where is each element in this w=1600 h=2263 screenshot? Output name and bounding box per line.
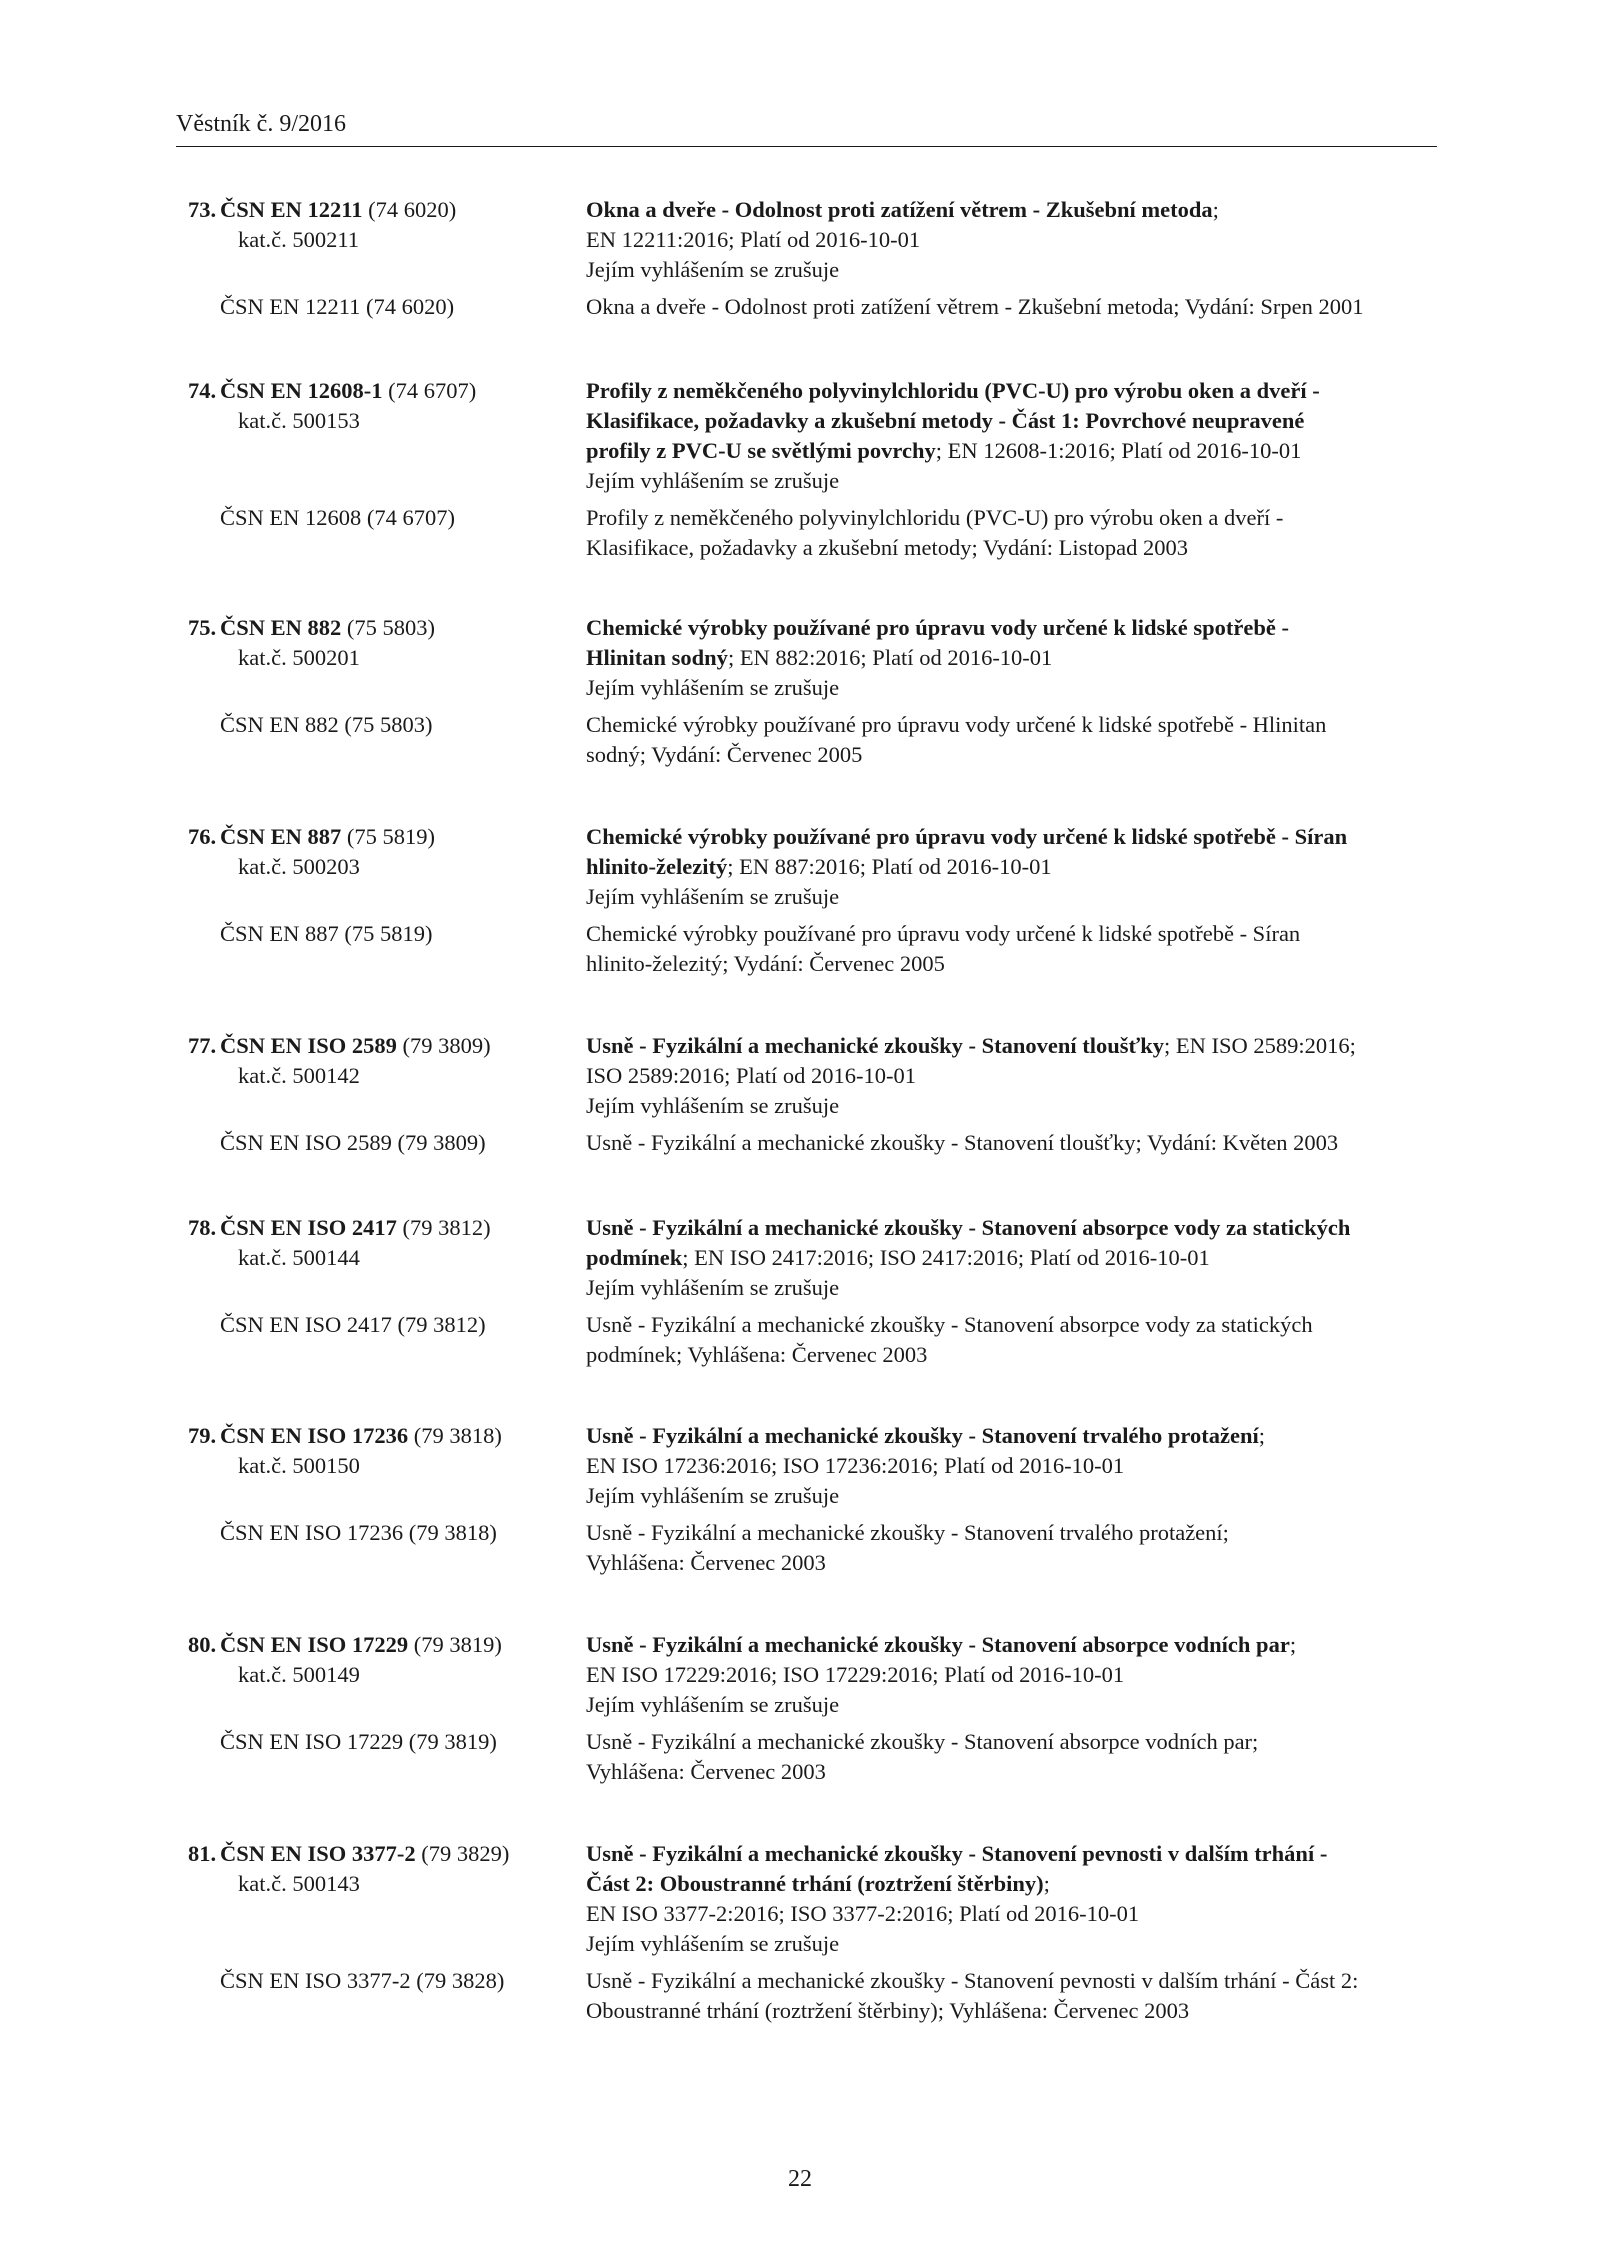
entry-row <box>0 1451 1600 1481</box>
title-plain-part: ; <box>1212 197 1219 222</box>
cancelled-standard <box>0 503 1600 563</box>
standard-entry <box>0 1213 1600 1370</box>
title-plain-part: ; EN 12608-1:2016; Platí od 2016-10-01 <box>935 438 1302 463</box>
entry-row <box>0 1839 1600 1869</box>
standard-code-id: ČSN EN 12211 <box>220 197 363 222</box>
header-divider <box>176 146 1437 147</box>
new-title-line <box>586 195 1446 225</box>
catalog-number: kat.č. 500201 <box>238 645 360 670</box>
new-title-line <box>586 643 1446 673</box>
entry-row <box>0 1899 1600 1929</box>
title-plain-part: ISO 2589:2016; Platí od 2016-10-01 <box>586 1063 916 1088</box>
entry-row <box>0 673 1600 703</box>
new-title-line <box>586 376 1446 406</box>
standard-code-id: ČSN EN ISO 3377-2 <box>220 1841 416 1866</box>
new-title-line <box>586 1031 1446 1061</box>
cancelled-code: ČSN EN ISO 3377-2 (79 3828) <box>220 1968 505 1993</box>
standard-code <box>220 1630 502 1660</box>
entry-row <box>0 376 1600 406</box>
cancel-note: Jejím vyhlášením se zrušuje <box>586 1275 840 1300</box>
entry-row <box>0 613 1600 643</box>
cancelled-title-line: Chemické výrobky používané pro úpravu vody určené k lidské spotřebě - Síran <box>586 921 1301 946</box>
new-title-line <box>586 1869 1446 1899</box>
catalog-number: kat.č. 500150 <box>238 1453 360 1478</box>
catalog-number: kat.č. 500211 <box>238 227 360 252</box>
entry-row <box>0 740 1600 770</box>
cancelled-code: ČSN EN 12211 (74 6020) <box>220 294 455 319</box>
entry-row <box>0 1630 1600 1660</box>
entry-row <box>0 1213 1600 1243</box>
standard-class-number: (79 3818) <box>408 1423 502 1448</box>
title-bold-part: Chemické výrobky používané pro úpravu vody určené k lidské spotřebě - <box>586 615 1289 640</box>
cancelled-code: ČSN EN 882 (75 5803) <box>220 712 433 737</box>
cancelled-code: ČSN EN 12608 (74 6707) <box>220 505 455 530</box>
standard-code <box>220 376 476 406</box>
standard-code-id: ČSN EN ISO 2589 <box>220 1033 397 1058</box>
title-plain-part: ; EN ISO 2589:2016; <box>1164 1033 1356 1058</box>
standard-code <box>220 1839 509 1869</box>
entry-number: 73. <box>188 197 217 222</box>
entry-row <box>0 1996 1600 2026</box>
title-bold-part: Usně - Fyzikální a mechanické zkoušky - Stanovení absorpce vodních par <box>586 1632 1290 1657</box>
standard-class-number: (75 5819) <box>341 824 436 849</box>
entry-row <box>0 1061 1600 1091</box>
cancelled-title-line: Oboustranné trhání (roztržení štěrbiny); Vyhlášena: Červenec 2003 <box>586 1998 1190 2023</box>
standard-code-id: ČSN EN ISO 17236 <box>220 1423 409 1448</box>
entry-number: 75. <box>188 615 217 640</box>
cancelled-code: ČSN EN ISO 2417 (79 3812) <box>220 1312 486 1337</box>
cancelled-title-line: hlinito-železitý; Vydání: Červenec 2005 <box>586 951 945 976</box>
title-bold-part: Usně - Fyzikální a mechanické zkoušky - Stanovení trvalého protažení <box>586 1423 1259 1448</box>
cancelled-standard <box>0 1518 1600 1578</box>
cancel-note: Jejím vyhlášením se zrušuje <box>586 1483 840 1508</box>
standard-code <box>220 1421 502 1451</box>
entry-row <box>0 292 1600 322</box>
cancelled-title-line: Usně - Fyzikální a mechanické zkoušky - Stanovení absorpce vody za statických <box>586 1312 1313 1337</box>
entry-row <box>0 1273 1600 1303</box>
cancel-note: Jejím vyhlášením se zrušuje <box>586 257 840 282</box>
entry-row <box>0 822 1600 852</box>
title-bold-part: profily z PVC-U se světlými povrchy <box>586 438 936 463</box>
standard-code <box>220 613 435 643</box>
cancelled-title-line: Profily z neměkčeného polyvinylchloridu (PVC-U) pro výrobu oken a dveří - <box>586 505 1284 530</box>
standard-entry <box>0 1630 1600 1787</box>
cancelled-title-line: Usně - Fyzikální a mechanické zkoušky - Stanovení tloušťky; Vydání: Květen 2003 <box>586 1130 1339 1155</box>
new-title-line <box>586 1660 1446 1690</box>
entry-row <box>0 503 1600 533</box>
entry-row <box>0 710 1600 740</box>
standard-code-id: ČSN EN 12608-1 <box>220 378 383 403</box>
title-bold-part: Usně - Fyzikální a mechanické zkoušky - Stanovení absorpce vody za statických <box>586 1215 1351 1240</box>
title-bold-part: Hlinitan sodný <box>586 645 728 670</box>
title-plain-part: ; <box>1289 1632 1297 1657</box>
standard-code-id: ČSN EN 887 <box>220 824 342 849</box>
cancelled-standard <box>0 710 1600 770</box>
cancelled-code: ČSN EN 887 (75 5819) <box>220 921 433 946</box>
standard-class-number: (74 6020) <box>362 197 457 222</box>
title-plain-part: ; <box>1258 1423 1265 1448</box>
cancelled-title-line: Klasifikace, požadavky a zkušební metody; Vydání: Listopad 2003 <box>586 535 1188 560</box>
cancelled-title-line: sodný; Vydání: Červenec 2005 <box>586 742 863 767</box>
new-title-line <box>586 822 1446 852</box>
standard-class-number: (79 3819) <box>408 1632 502 1657</box>
entry-row <box>0 1929 1600 1959</box>
cancelled-standard <box>0 292 1600 322</box>
title-bold-part: podmínek <box>586 1245 683 1270</box>
standard-entry <box>0 613 1600 770</box>
cancelled-standard <box>0 1310 1600 1370</box>
entry-number: 76. <box>188 824 217 849</box>
cancelled-standard <box>0 919 1600 979</box>
new-title-line <box>586 1451 1446 1481</box>
entry-row <box>0 1757 1600 1787</box>
entry-number: 74. <box>188 378 217 403</box>
cancelled-standard <box>0 1128 1600 1158</box>
entry-number: 77. <box>188 1033 217 1058</box>
cancelled-code: ČSN EN ISO 17236 (79 3818) <box>220 1520 497 1545</box>
title-bold-part: Usně - Fyzikální a mechanické zkoušky - Stanovení tloušťky <box>586 1033 1165 1058</box>
cancel-note: Jejím vyhlášením se zrušuje <box>586 1093 840 1118</box>
standard-code-id: ČSN EN ISO 17229 <box>220 1632 409 1657</box>
entry-row <box>0 533 1600 563</box>
entry-number: 79. <box>188 1423 217 1448</box>
entry-row <box>0 195 1600 225</box>
entry-row <box>0 1481 1600 1511</box>
cancelled-title-line: podmínek; Vyhlášena: Červenec 2003 <box>586 1342 928 1367</box>
cancelled-title-line: Vyhlášena: Červenec 2003 <box>586 1550 826 1575</box>
entry-row <box>0 1340 1600 1370</box>
entry-row <box>0 919 1600 949</box>
entry-row <box>0 225 1600 255</box>
entry-row <box>0 406 1600 436</box>
entry-row <box>0 1518 1600 1548</box>
entry-number: 78. <box>188 1215 217 1240</box>
entry-row <box>0 643 1600 673</box>
title-bold-part: Okna a dveře - Odolnost proti zatížení větrem - Zkušební metoda <box>586 197 1213 222</box>
catalog-number: kat.č. 500153 <box>238 408 360 433</box>
page-header: Věstník č. 9/2016 <box>176 111 346 137</box>
entry-row <box>0 466 1600 496</box>
standard-entry <box>0 1421 1600 1578</box>
entry-row <box>0 255 1600 285</box>
entry-number: 81. <box>188 1841 217 1866</box>
cancelled-title-line: Usně - Fyzikální a mechanické zkoušky - Stanovení trvalého protažení; <box>586 1520 1229 1545</box>
standard-class-number: (79 3809) <box>396 1033 491 1058</box>
entry-row <box>0 949 1600 979</box>
cancelled-title-line: Okna a dveře - Odolnost proti zatížení větrem - Zkušební metoda; Vydání: Srpen 2001 <box>586 294 1364 319</box>
cancelled-standard <box>0 1727 1600 1787</box>
entry-row <box>0 1660 1600 1690</box>
catalog-number: kat.č. 500144 <box>238 1245 360 1270</box>
cancel-note: Jejím vyhlášením se zrušuje <box>586 884 840 909</box>
catalog-number: kat.č. 500149 <box>238 1662 360 1687</box>
title-bold-part: Klasifikace, požadavky a zkušební metody - Část 1: Povrchové neupravené <box>586 408 1305 433</box>
standard-class-number: (79 3812) <box>396 1215 491 1240</box>
standard-class-number: (74 6707) <box>382 378 477 403</box>
new-title-line <box>586 1213 1446 1243</box>
entry-row <box>0 1421 1600 1451</box>
catalog-number: kat.č. 500203 <box>238 854 360 879</box>
cancel-note: Jejím vyhlášením se zrušuje <box>586 675 840 700</box>
title-plain-part: ; <box>1043 1871 1050 1896</box>
cancel-note: Jejím vyhlášením se zrušuje <box>586 1931 840 1956</box>
entry-row <box>0 1727 1600 1757</box>
title-bold-part: Profily z neměkčeného polyvinylchloridu (PVC-U) pro výrobu oken a dveří - <box>586 378 1320 403</box>
new-title-line <box>586 1630 1446 1660</box>
new-title-line <box>586 406 1446 436</box>
title-plain-part: ; EN 882:2016; Platí od 2016-10-01 <box>727 645 1053 670</box>
cancelled-title-line: Usně - Fyzikální a mechanické zkoušky - Stanovení pevnosti v dalším trhání - Část 2: <box>586 1968 1359 1993</box>
entry-row <box>0 852 1600 882</box>
entry-row <box>0 1310 1600 1340</box>
title-bold-part: Usně - Fyzikální a mechanické zkoušky - Stanovení pevnosti v dalším trhání - <box>586 1841 1328 1866</box>
catalog-number: kat.č. 500143 <box>238 1871 360 1896</box>
title-plain-part: EN 12211:2016; Platí od 2016-10-01 <box>586 227 921 252</box>
new-title-line <box>586 436 1446 466</box>
entry-row <box>0 1869 1600 1899</box>
new-title-line <box>586 1243 1446 1273</box>
standard-entry <box>0 822 1600 979</box>
standard-entry <box>0 195 1600 322</box>
title-plain-part: EN ISO 3377-2:2016; ISO 3377-2:2016; Platí od 2016-10-01 <box>586 1901 1140 1926</box>
standard-code-id: ČSN EN ISO 2417 <box>220 1215 397 1240</box>
standard-code <box>220 822 435 852</box>
entry-row <box>0 1690 1600 1720</box>
entry-row <box>0 1966 1600 1996</box>
new-title-line <box>586 1899 1446 1929</box>
cancelled-standard <box>0 1966 1600 2026</box>
entry-number: 80. <box>188 1632 217 1657</box>
cancelled-title-line: Chemické výrobky používané pro úpravu vody určené k lidské spotřebě - Hlinitan <box>586 712 1327 737</box>
standard-entry <box>0 1839 1600 2026</box>
new-title-line <box>586 1839 1446 1869</box>
standard-entry <box>0 376 1600 563</box>
standard-class-number: (75 5803) <box>341 615 436 640</box>
standard-code <box>220 1213 491 1243</box>
standard-class-number: (79 3829) <box>415 1841 510 1866</box>
cancelled-title-line: Usně - Fyzikální a mechanické zkoušky - Stanovení absorpce vodních par; <box>586 1729 1259 1754</box>
entry-row <box>0 1031 1600 1061</box>
cancelled-code: ČSN EN ISO 2589 (79 3809) <box>220 1130 486 1155</box>
new-title-line <box>586 613 1446 643</box>
catalog-number: kat.č. 500142 <box>238 1063 360 1088</box>
title-bold-part: hlinito-železitý <box>586 854 728 879</box>
cancelled-code: ČSN EN ISO 17229 (79 3819) <box>220 1729 497 1754</box>
standard-code <box>220 1031 491 1061</box>
standard-entry <box>0 1031 1600 1158</box>
title-bold-part: Chemické výrobky používané pro úpravu vody určené k lidské spotřebě - Síran <box>586 824 1348 849</box>
new-title-line <box>586 1421 1446 1451</box>
standard-code <box>220 195 456 225</box>
title-bold-part: Část 2: Oboustranné trhání (roztržení štěrbiny) <box>586 1871 1044 1896</box>
cancelled-title-line: Vyhlášena: Červenec 2003 <box>586 1759 826 1784</box>
new-title-line <box>586 225 1446 255</box>
entry-row <box>0 1548 1600 1578</box>
title-plain-part: ; EN ISO 2417:2016; ISO 2417:2016; Platí od 2016-10-01 <box>682 1245 1210 1270</box>
entry-row <box>0 1091 1600 1121</box>
cancel-note: Jejím vyhlášením se zrušuje <box>586 1692 840 1717</box>
title-plain-part: EN ISO 17236:2016; ISO 17236:2016; Platí od 2016-10-01 <box>586 1453 1125 1478</box>
new-title-line <box>586 1061 1446 1091</box>
cancel-note: Jejím vyhlášením se zrušuje <box>586 468 840 493</box>
new-title-line <box>586 852 1446 882</box>
entry-row <box>0 1243 1600 1273</box>
entry-row <box>0 436 1600 466</box>
title-plain-part: ; EN 887:2016; Platí od 2016-10-01 <box>727 854 1052 879</box>
entry-row <box>0 1128 1600 1158</box>
standard-code-id: ČSN EN 882 <box>220 615 342 640</box>
title-plain-part: EN ISO 17229:2016; ISO 17229:2016; Platí od 2016-10-01 <box>586 1662 1125 1687</box>
entry-row <box>0 882 1600 912</box>
page-number: 22 <box>788 2166 812 2192</box>
